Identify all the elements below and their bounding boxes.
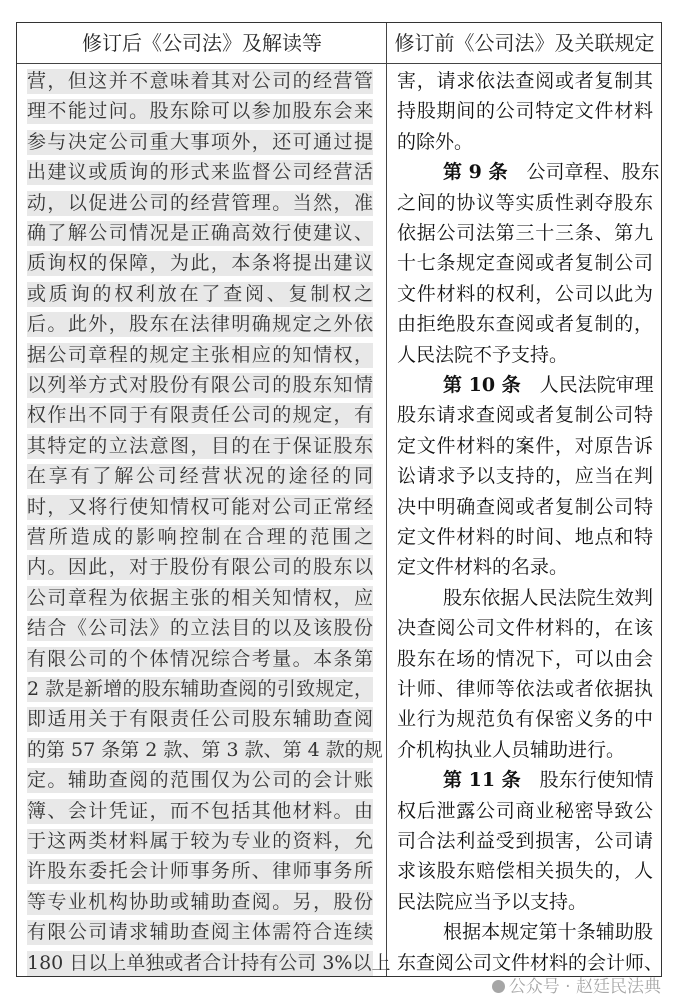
text-line: 或质询的权利放在了查阅、复制权之 [27, 282, 373, 305]
text-line-content: 股东依据人民法院生效判 [443, 586, 653, 609]
text-line: 即适用关于有限责任公司股东辅助查阅 [27, 708, 373, 731]
text-line [397, 920, 653, 945]
text-line: 内。因此，对于股份有限公司的股东以 [27, 556, 373, 579]
text-line: 质询权的保障，为此，本条将提出建议 [27, 252, 373, 275]
text-line [397, 160, 660, 185]
text-line [397, 312, 653, 337]
text-line: 2 款是新增的股东辅助查阅的引致规定， [27, 678, 373, 700]
text-line: 据公司章程的规定主张相应的知情权， [27, 343, 373, 366]
text-line-content: 决中明确查阅或者复制公司特 [397, 495, 653, 518]
text-line: 确了解公司情况是正确高效行使建议、 [27, 222, 373, 244]
article-number: 第 10 条 [443, 374, 521, 396]
text-line [397, 191, 653, 216]
column-divider [386, 23, 387, 976]
header-original: 修订前《公司法》及关联规定 [394, 31, 655, 55]
text-line [397, 799, 653, 824]
text-line-content: 由拒绝股东查阅或者复制的， [397, 313, 653, 336]
text-line-content: 之间的协议等实质性剥夺股东 [397, 191, 653, 214]
text-line [397, 282, 653, 307]
text-line-content: 人民法院审理 [520, 374, 654, 396]
text-line-content: 定文件材料的时间、地点和特 [397, 526, 653, 548]
text-line: 营所造成的影响控制在合理的范围之 [27, 526, 373, 548]
text-line: 后。此外，股东在法律明确规定之外依 [27, 313, 373, 336]
article-number: 第 11 条 [443, 769, 521, 792]
text-line [397, 495, 653, 520]
text-line: 许股东委托会计师事务所、律师事务所 [27, 860, 373, 883]
text-line [397, 525, 653, 550]
text-line [397, 738, 653, 763]
text-line-content: 权后泄露公司商业秘密导致公 [397, 799, 653, 822]
text-line: 出建议或质询的形式来监督公司经营活 [27, 161, 373, 184]
text-line [397, 890, 653, 915]
text-line: 180 日以上单独或者合计持有公司 3%以上 [27, 951, 391, 974]
text-line-content: 股东行使知情 [520, 769, 654, 792]
comparison-table [16, 22, 662, 977]
header-divider [17, 63, 661, 64]
text-line [397, 616, 653, 641]
text-line-content: 决查阅公司文件材料的，在该 [397, 617, 653, 640]
text-line [397, 373, 653, 398]
text-line [397, 555, 653, 580]
text-line: 等专业机构协助或辅助查阅。另，股份 [27, 890, 373, 913]
text-line-content: 介机构执业人员辅助进行。 [397, 738, 626, 761]
watermark [492, 978, 661, 996]
text-line [397, 586, 653, 611]
text-line: 时，又将行使知情权可能对公司正常经 [27, 495, 373, 518]
text-line-content: 定文件材料的名录。 [397, 556, 569, 579]
text-line: 定。辅助查阅的范围仅为公司的会计账 [27, 769, 373, 792]
wechat-icon [492, 980, 505, 993]
text-line: 于这两类材料属于较为专业的资料，允 [27, 830, 373, 852]
text-line [397, 99, 653, 124]
text-line [397, 829, 653, 854]
text-line [397, 221, 653, 246]
text-line [397, 647, 653, 672]
text-line-content: 公司章程、股东 [507, 161, 660, 184]
article-number: 第 9 条 [443, 161, 508, 184]
text-line [397, 677, 653, 702]
text-line [397, 434, 653, 459]
text-line: 在享有了解公司经营状况的途径的同 [27, 465, 373, 488]
text-line: 有限公司的个体情况综合考量。本条第 [27, 647, 373, 670]
text-line [397, 130, 653, 155]
text-line-content: 股东请求查阅或者复制公司特 [397, 404, 653, 427]
text-line-content: 求该股东赔偿相关损失的，人 [397, 860, 653, 883]
text-line-content: 民法院应当予以支持。 [397, 890, 588, 913]
text-line: 簿、会计凭证，而不包括其他材料。由 [27, 799, 373, 822]
text-line-content: 持股期间的公司特定文件材料 [397, 100, 653, 123]
text-line: 结合《公司法》的立法目的以及该股份 [27, 617, 373, 640]
text-line: 其特定的立法意图，目的在于保证股东 [27, 434, 373, 457]
text-line [397, 859, 653, 884]
text-line: 公司章程为依据主张的相关知情权，应 [27, 586, 373, 609]
text-line: 营，但这并不意味着其对公司的经营管 [27, 70, 373, 92]
text-line-content: 东查阅公司文件材料的会计师、 [397, 951, 664, 974]
text-line: 参与决定公司重大事项外，还可通过提 [27, 130, 373, 153]
text-line: 动，以促进公司的经营管理。当然，准 [27, 191, 373, 214]
text-line [397, 951, 664, 976]
watermark-text: 公众号 · 赵廷民法典 [508, 977, 661, 997]
text-line-content: 人民法院不予支持。 [397, 343, 569, 366]
text-line-content: 的除外。 [397, 130, 474, 153]
text-line: 权作出不同于有限责任公司的规定，有 [27, 404, 373, 427]
text-line: 的第 57 条第 2 款、第 3 款、第 4 款的规 [27, 738, 383, 761]
text-line-content: 定文件材料的案件，对原告诉 [397, 434, 653, 457]
text-line-content: 依据公司法第三十三条、第九 [397, 222, 653, 244]
text-line-content: 司合法利益受到损害，公司请 [397, 830, 653, 852]
text-line-content: 害，请求依法查阅或者复制其 [397, 70, 653, 92]
header-revised: 修订后《公司法》及解读等 [82, 31, 322, 55]
text-line-content: 十七条规定查阅或者复制公司 [397, 252, 653, 275]
text-line-content: 讼请求予以支持的，应当在判 [397, 465, 653, 488]
text-line: 以列举方式对股份有限公司的股东知情 [27, 374, 373, 396]
text-line [397, 464, 653, 489]
text-line [397, 251, 653, 276]
text-line [397, 343, 653, 368]
text-line-content: 计师、律师等依法或者依据执 [397, 678, 653, 700]
text-line [397, 69, 653, 94]
text-line: 有限公司请求辅助查阅主体需符合连续 [27, 921, 373, 944]
text-line-content: 根据本规定第十条辅助股 [443, 921, 653, 944]
text-line: 理不能过问。股东除可以参加股东会来 [27, 100, 373, 123]
text-line [397, 403, 653, 428]
text-line-content: 业行为规范负有保密义务的中 [397, 708, 653, 731]
text-line-content: 股东在场的情况下，可以由会 [397, 647, 653, 670]
text-line [397, 707, 653, 732]
text-line [397, 768, 653, 793]
text-line-content: 文件材料的权利，公司以此为 [397, 282, 653, 305]
